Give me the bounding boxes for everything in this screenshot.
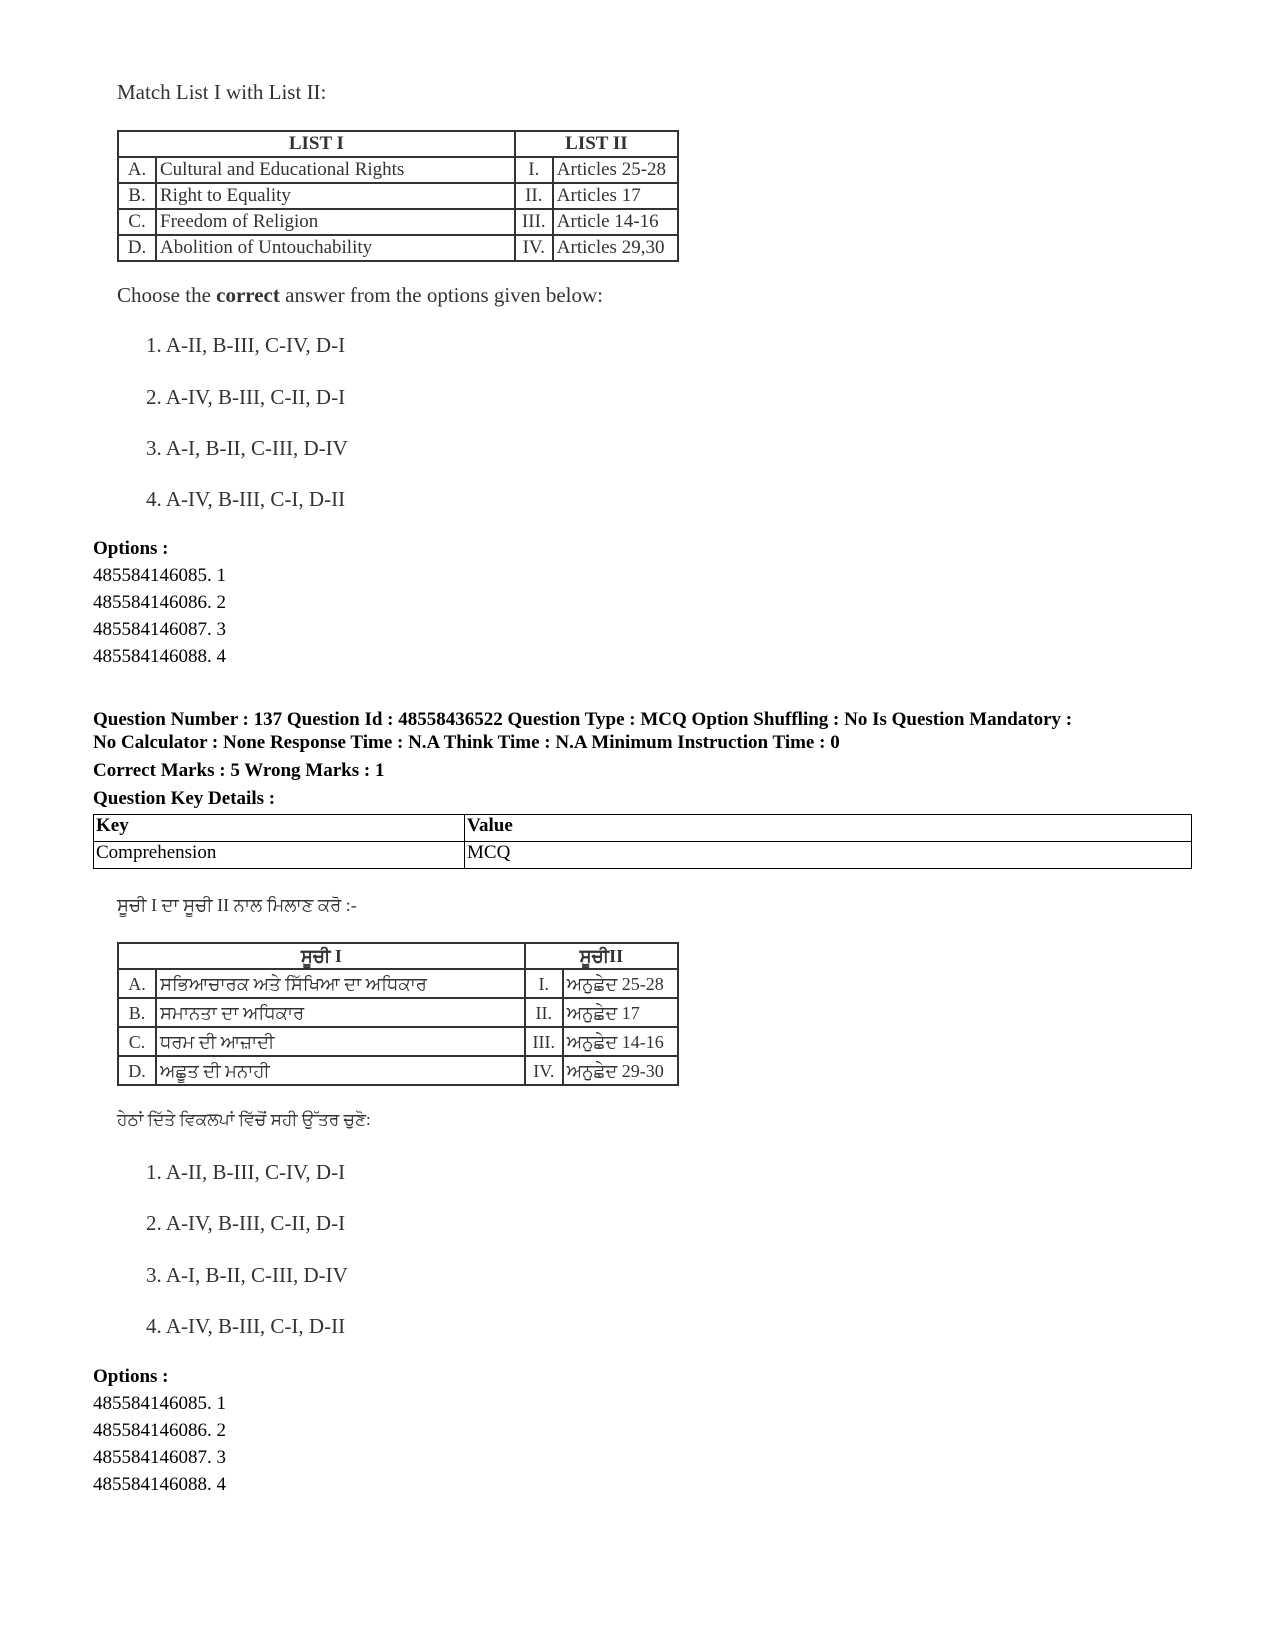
key-header: Key xyxy=(94,815,465,842)
table-row xyxy=(94,842,1192,869)
q137-list2-header: ਸੂਚੀII xyxy=(525,943,678,969)
row-letter: A. xyxy=(118,157,156,183)
q136-option-4: 485584146088. 4 xyxy=(93,646,226,667)
row-numeral: II. xyxy=(515,183,553,209)
row-numeral: III. xyxy=(525,1027,563,1056)
row-numeral: IV. xyxy=(525,1056,563,1085)
q137-meta-line-1: Question Number : 137 Question Id : 48558436522 Question Type : MCQ Option Shuffling : No Is Question Mandatory : xyxy=(93,709,1073,730)
q137-options-label: Options : xyxy=(93,1366,169,1387)
table-row xyxy=(118,998,678,1027)
row-article: ਅਨੁਛੇਦ 29-30 xyxy=(563,1056,678,1085)
choose-prefix: Choose the xyxy=(117,283,217,307)
table-row xyxy=(118,209,678,235)
choose-bold: correct xyxy=(216,283,280,307)
row-numeral: IV. xyxy=(515,235,553,261)
q136-instruction: Match List I with List II: xyxy=(117,80,327,104)
row-article: Articles 25-28 xyxy=(553,157,678,183)
q137-choice-1: 1. A-II, B-III, C-IV, D-I xyxy=(146,1160,346,1184)
table-row xyxy=(118,157,678,183)
q137-choice-3: 3. A-I, B-II, C-III, D-IV xyxy=(146,1263,348,1287)
row-item: Right to Equality xyxy=(156,183,515,209)
row-item: ਸਭਿਆਚਾਰਕ ਅਤੇ ਸਿੱਖਿਆ ਦਾ ਅਧਿਕਾਰ xyxy=(156,969,525,998)
q137-option-4: 485584146088. 4 xyxy=(93,1474,226,1495)
q136-choice-4: 4. A-IV, B-III, C-I, D-II xyxy=(146,487,346,511)
q136-options-label: Options : xyxy=(93,538,169,559)
q136-option-2: 485584146086. 2 xyxy=(93,592,226,613)
q136-option-3: 485584146087. 3 xyxy=(93,619,226,640)
row-letter: B. xyxy=(118,998,156,1027)
row-item: Abolition of Untouchability xyxy=(156,235,515,261)
q136-list1-header: LIST I xyxy=(118,131,515,157)
row-numeral: II. xyxy=(525,998,563,1027)
q137-key-table xyxy=(93,814,1192,869)
row-letter: D. xyxy=(118,1056,156,1085)
row-item: Freedom of Religion xyxy=(156,209,515,235)
q137-choose-instruction: ਹੇਠਾਂ ਦਿੱਤੇ ਵਿਕਲਪਾਂ ਵਿੱਚੋਂ ਸਹੀ ਉੱਤਰ ਚੁਣੋ: xyxy=(117,1110,371,1129)
row-letter: C. xyxy=(118,209,156,235)
row-item: ਧਰਮ ਦੀ ਆਜ਼ਾਦੀ xyxy=(156,1027,525,1056)
row-letter: C. xyxy=(118,1027,156,1056)
row-letter: A. xyxy=(118,969,156,998)
choose-suffix: answer from the options given below: xyxy=(279,283,603,307)
q136-list2-header: LIST II xyxy=(515,131,678,157)
q137-option-2: 485584146086. 2 xyxy=(93,1420,226,1441)
q136-match-table xyxy=(117,130,679,262)
value-cell: MCQ xyxy=(465,842,1192,869)
table-row xyxy=(118,1027,678,1056)
row-article: Articles 17 xyxy=(553,183,678,209)
row-article: ਅਨੁਛੇਦ 17 xyxy=(563,998,678,1027)
q137-key-details-label: Question Key Details : xyxy=(93,788,276,809)
row-article: ਅਨੁਛੇਦ 14-16 xyxy=(563,1027,678,1056)
q137-marks: Correct Marks : 5 Wrong Marks : 1 xyxy=(93,760,385,781)
row-numeral: I. xyxy=(515,157,553,183)
value-header: Value xyxy=(465,815,1192,842)
q137-match-table xyxy=(117,942,679,1086)
key-cell: Comprehension xyxy=(94,842,465,869)
q137-choice-2: 2. A-IV, B-III, C-II, D-I xyxy=(146,1211,346,1235)
row-numeral: III. xyxy=(515,209,553,235)
q136-choice-3: 3. A-I, B-II, C-III, D-IV xyxy=(146,436,348,460)
table-row xyxy=(118,1056,678,1085)
q137-instruction: ਸੂਚੀ I ਦਾ ਸੂਚੀ II ਨਾਲ ਮਿਲਾਣ ਕਰੋ :- xyxy=(117,895,357,915)
row-item: ਅਛੂਤ ਦੀ ਮਨਾਹੀ xyxy=(156,1056,525,1085)
q137-option-3: 485584146087. 3 xyxy=(93,1447,226,1468)
q137-option-1: 485584146085. 1 xyxy=(93,1393,226,1414)
row-item: Cultural and Educational Rights xyxy=(156,157,515,183)
q136-choice-1: 1. A-II, B-III, C-IV, D-I xyxy=(146,333,346,357)
row-article: Articles 29,30 xyxy=(553,235,678,261)
table-row xyxy=(118,235,678,261)
row-item: ਸਮਾਨਤਾ ਦਾ ਅਧਿਕਾਰ xyxy=(156,998,525,1027)
q136-option-1: 485584146085. 1 xyxy=(93,565,226,586)
table-row xyxy=(118,969,678,998)
row-letter: B. xyxy=(118,183,156,209)
row-article: Article 14-16 xyxy=(553,209,678,235)
row-letter: D. xyxy=(118,235,156,261)
q136-choice-2: 2. A-IV, B-III, C-II, D-I xyxy=(146,385,346,409)
q137-list1-header: ਸੂਚੀ I xyxy=(118,943,525,969)
q137-choice-4: 4. A-IV, B-III, C-I, D-II xyxy=(146,1314,346,1338)
row-numeral: I. xyxy=(525,969,563,998)
row-article: ਅਨੁਛੇਦ 25-28 xyxy=(563,969,678,998)
q136-choose-instruction xyxy=(117,283,603,308)
table-row xyxy=(118,183,678,209)
q137-meta-line-2: No Calculator : None Response Time : N.A Think Time : N.A Minimum Instruction Time : 0 xyxy=(93,732,840,753)
